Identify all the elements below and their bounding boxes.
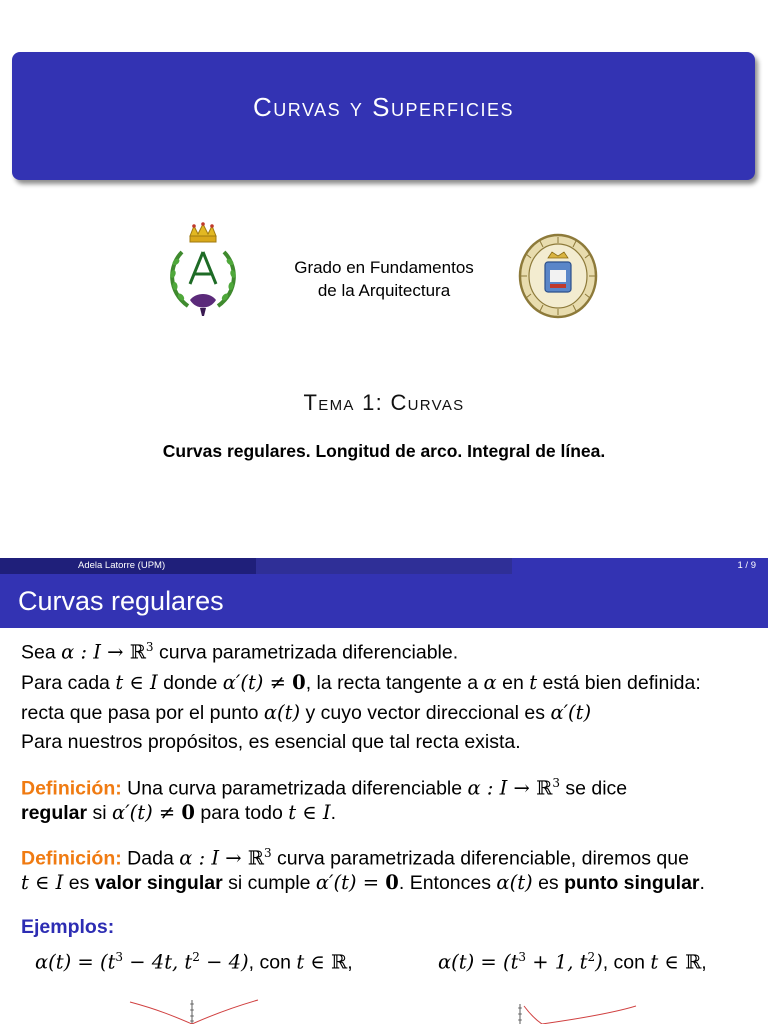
slide-footer	[0, 558, 768, 574]
definition-1-line-1: Definición: Una curva parametrizada diferenciable α : I → ℝ$^3$ se dice	[21, 776, 628, 800]
examples-heading: Ejemplos:	[21, 916, 115, 938]
definition-2-line-1: Definición: Dada α : I → ℝ$^3$ curva parametrizada diferenciable, diremos que	[21, 846, 689, 870]
degree-name	[260, 256, 508, 302]
title-banner	[12, 52, 755, 180]
example-1-curve-sketch	[120, 994, 270, 1024]
presentation-title: Curvas y Superficies	[253, 92, 514, 122]
degree-line-2: de la Arquitectura	[317, 281, 451, 300]
upm-seal-icon	[512, 232, 604, 320]
paragraph-3: recta que pasa por el punto α(t) y cuyo vector direccional es α′(t)	[21, 701, 592, 724]
example-2: $\alpha(t) = (t^3 + 1$, $t^2$), con t ∈ ℝ,	[438, 950, 707, 974]
footer-author: Adela Latorre (UPM)	[78, 560, 166, 571]
architecture-school-emblem-icon	[160, 222, 246, 318]
frame-title: Curvas regulares	[18, 586, 224, 616]
definition-2-line-2: t ∈ I es valor singular si cumple α′(t) = 0. Entonces α(t) es punto singular.	[21, 871, 705, 894]
topic-title: Tema 1: Curvas	[303, 390, 465, 415]
definition-1-line-2: regular si α′(t) ≠ 0 para todo t ∈ I.	[21, 801, 337, 824]
topic-subtitle: Curvas regulares. Longitud de arco. Integral de línea.	[162, 441, 606, 461]
paragraph-2: Para cada t ∈ I donde α′(t) ≠ 0, la recta tangente a α en t está bien definida:	[21, 671, 701, 694]
footer-page-number: 1 / 9	[737, 560, 756, 571]
example-2-curve-sketch	[500, 994, 650, 1024]
frame-title-bar	[0, 574, 768, 628]
paragraph-4: Para nuestros propósitos, es esencial que tal recta exista.	[21, 731, 521, 753]
definition-label: Definición:	[21, 777, 122, 800]
example-1: $\alpha(t) = (t^3 - 4t$, $t^2 - 4$), con t ∈ ℝ,	[35, 950, 353, 974]
paragraph-1: Sea α : I → ℝ$^3$ curva parametrizada diferenciable.	[21, 640, 459, 664]
definition-label: Definición:	[21, 847, 122, 870]
degree-line-1: Grado en Fundamentos	[294, 258, 474, 277]
